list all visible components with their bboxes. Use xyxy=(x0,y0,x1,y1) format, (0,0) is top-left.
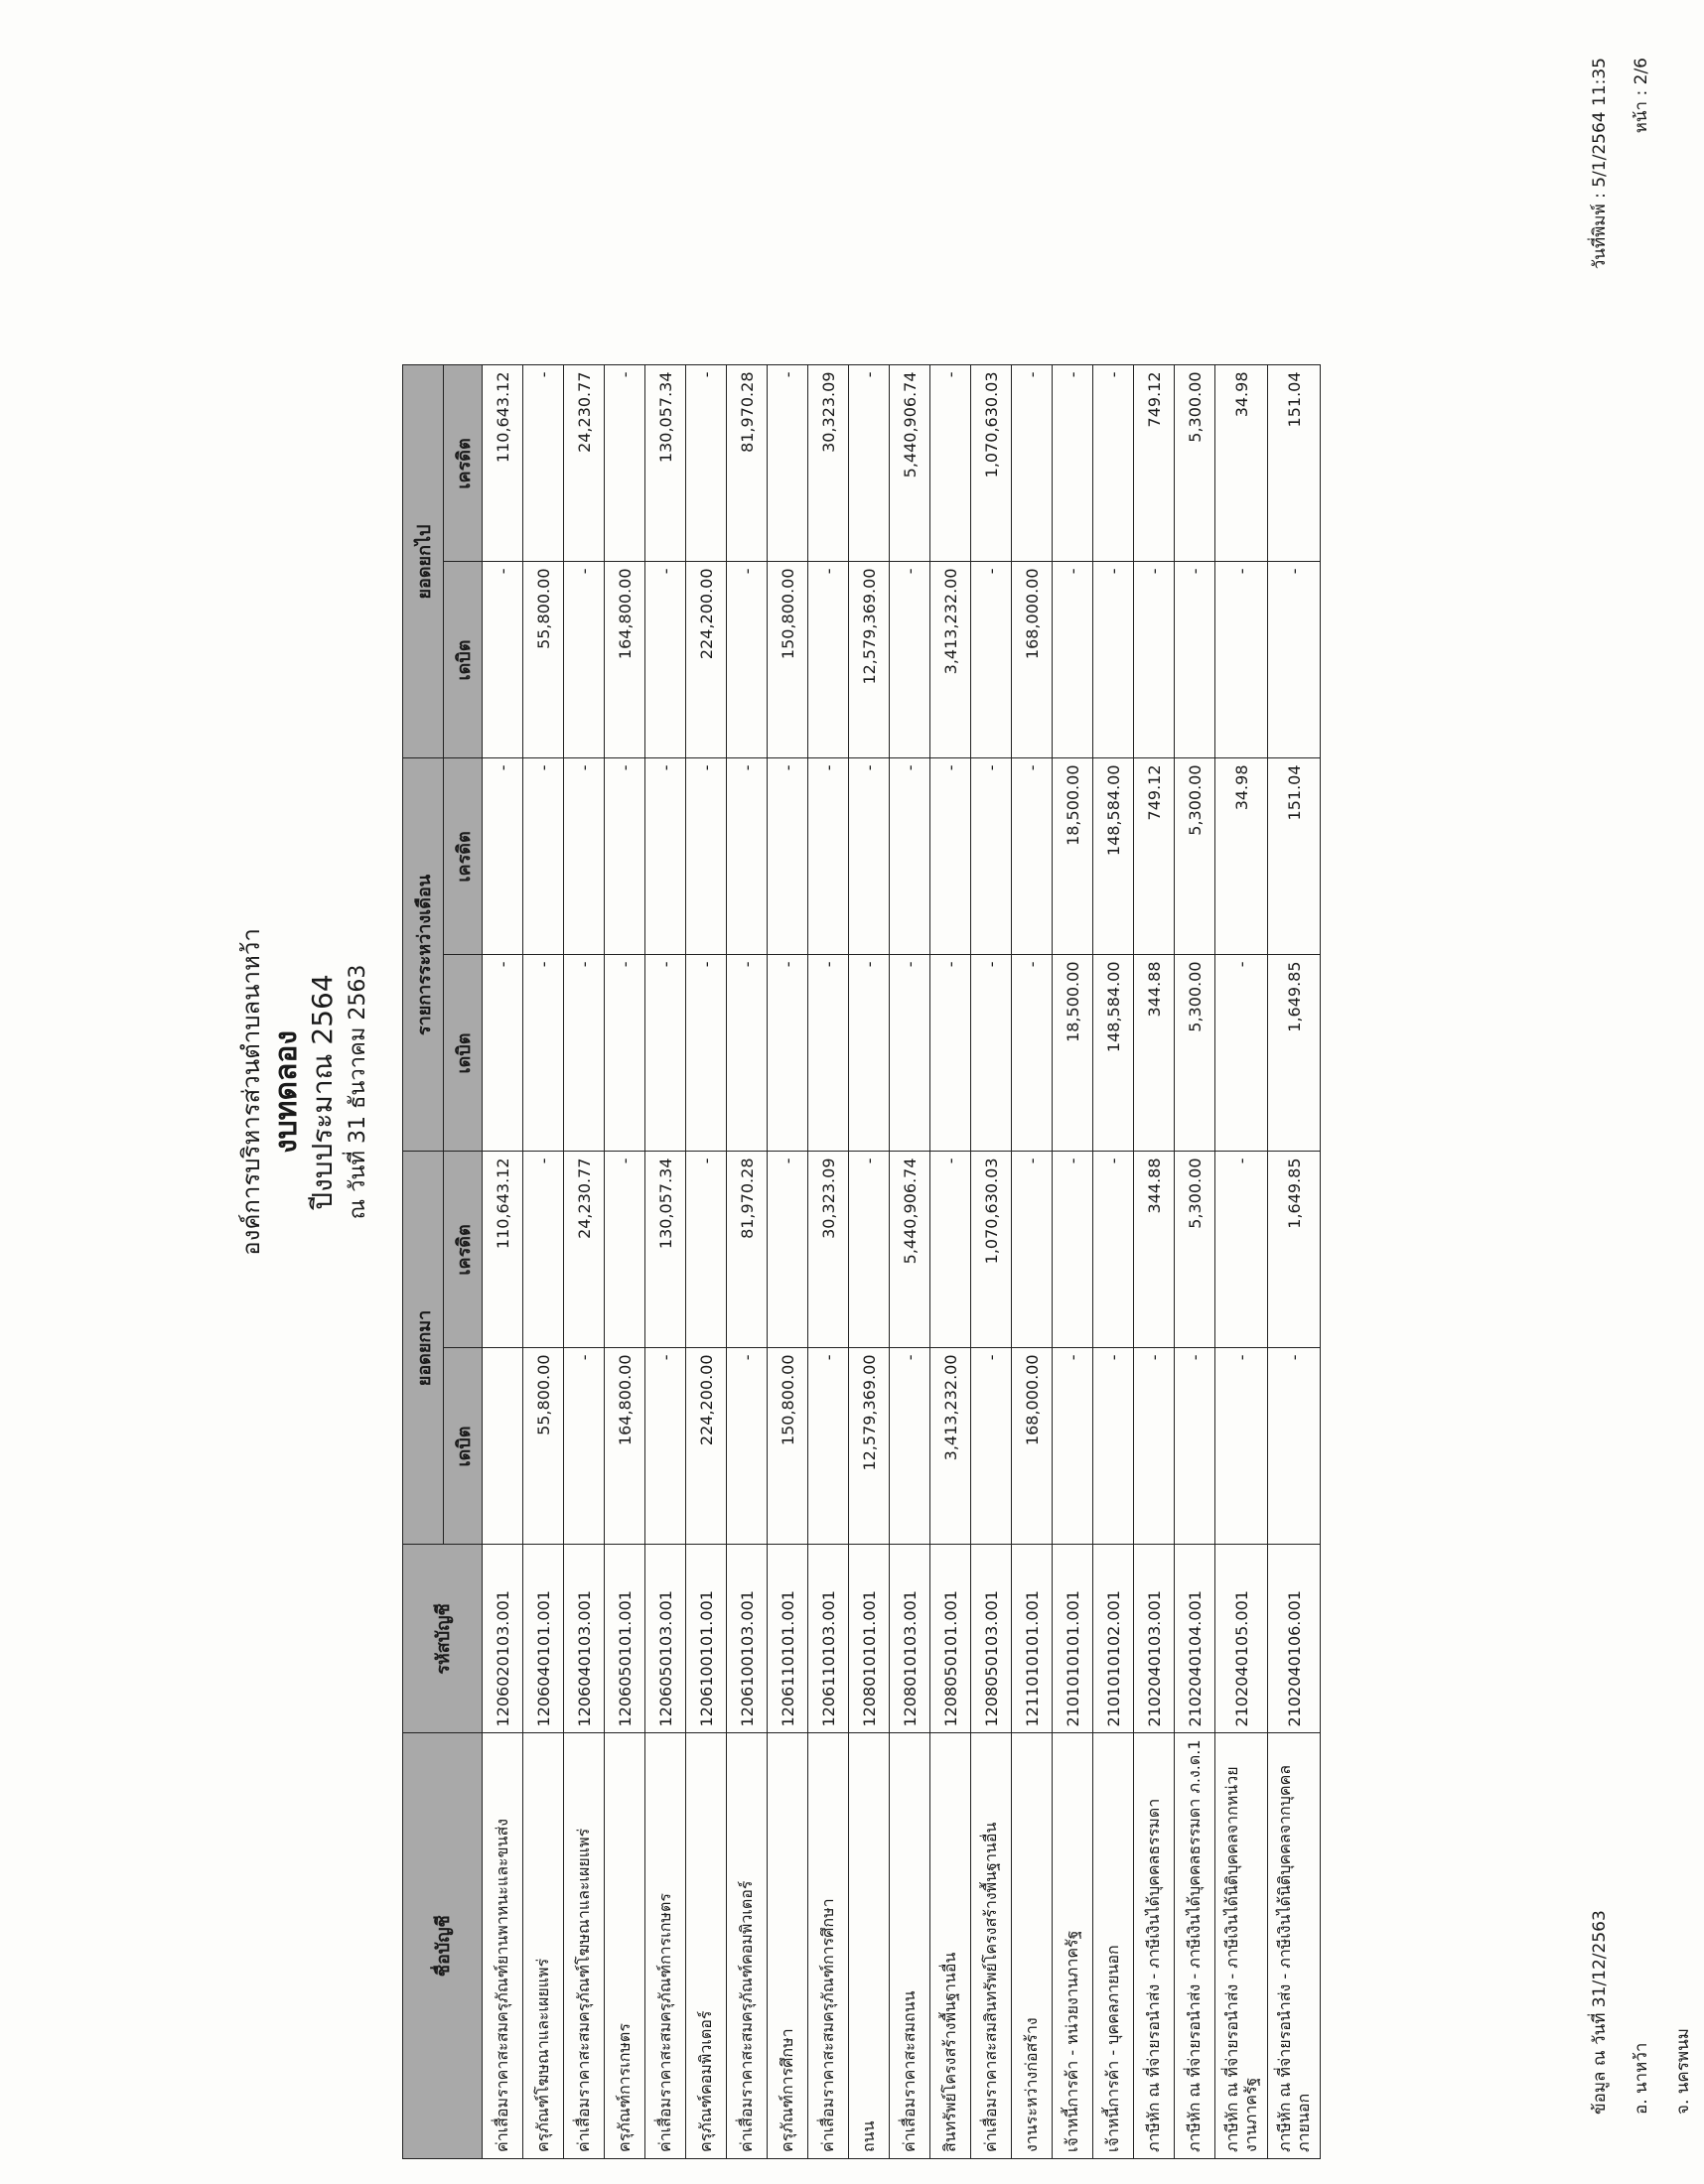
opening-credit-cell: - xyxy=(605,1152,645,1348)
opening-debit-cell xyxy=(483,1348,523,1545)
opening-credit-cell: - xyxy=(849,1152,890,1348)
account-name-cell: ครุภัณฑ์การเกษตร xyxy=(605,1733,645,2159)
carried-debit-cell: - xyxy=(645,562,686,758)
opening-credit-cell: 30,323.09 xyxy=(808,1152,849,1348)
period-debit-cell: 344.88 xyxy=(1134,955,1175,1152)
account-name-cell: ภาษีหัก ณ ที่จ่ายรอนำส่ง - ภาษีเงินได้บุคคลธรรมดา ภ.ง.ด.1 xyxy=(1175,1733,1215,2159)
period-debit-cell: - xyxy=(768,955,808,1152)
period-credit-cell: - xyxy=(849,758,890,955)
period-debit-cell: 5,300.00 xyxy=(1175,955,1215,1152)
opening-debit-cell: - xyxy=(564,1348,605,1545)
header-debit: เดบิต xyxy=(444,1348,483,1545)
account-code-cell: 1206110101.001 xyxy=(768,1545,808,1733)
print-date: วันที่พิมพ์ : 5/1/2564 11:35 xyxy=(1590,58,1610,270)
period-debit-cell: - xyxy=(645,955,686,1152)
account-code-cell: 1208050101.001 xyxy=(930,1545,971,1733)
carried-credit-cell: - xyxy=(930,365,971,562)
period-credit-cell: 5,300.00 xyxy=(1175,758,1215,955)
fiscal-year: ปีงบประมาณ 2564 xyxy=(306,974,339,1210)
header-account-code: รหัสบัญชี xyxy=(403,1545,483,1733)
table-row xyxy=(727,365,768,2159)
carried-credit-cell: 30,323.09 xyxy=(808,365,849,562)
account-code-cell: 2102040105.001 xyxy=(1215,1545,1268,1733)
carried-credit-cell: 34.98 xyxy=(1215,365,1268,562)
account-name-cell: ค่าเสื่อมราคาสะสมครุภัณฑ์คอมพิวเตอร์ xyxy=(727,1733,768,2159)
period-credit-cell: - xyxy=(727,758,768,955)
opening-debit-cell: - xyxy=(1268,1348,1321,1545)
opening-debit-cell: 55,800.00 xyxy=(523,1348,564,1545)
period-credit-cell: 34.98 xyxy=(1215,758,1268,955)
opening-credit-cell: 5,440,906.74 xyxy=(890,1152,930,1348)
opening-debit-cell: - xyxy=(645,1348,686,1545)
opening-debit-cell: 168,000.00 xyxy=(1012,1348,1053,1545)
account-name-cell: ครุภัณฑ์คอมพิวเตอร์ xyxy=(686,1733,727,2159)
carried-credit-cell: 151.04 xyxy=(1268,365,1321,562)
table-row xyxy=(849,365,890,2159)
period-credit-cell: 148,584.00 xyxy=(1093,758,1134,955)
page-number: หน้า : 2/6 xyxy=(1632,58,1651,134)
carried-credit-cell: - xyxy=(686,365,727,562)
account-name-cell: ถนน xyxy=(849,1733,890,2159)
carried-debit-cell: - xyxy=(483,562,523,758)
opening-debit-cell: - xyxy=(1093,1348,1134,1545)
table-row xyxy=(564,365,605,2159)
period-credit-cell: 749.12 xyxy=(1134,758,1175,955)
account-name-cell: ค่าเสื่อมราคาสะสมครุภัณฑ์โฆษณาและเผยแพร่ xyxy=(564,1733,605,2159)
header-credit: เครดิต xyxy=(444,758,483,955)
carried-credit-cell: 130,057.34 xyxy=(645,365,686,562)
header-account-name: ชื่อบัญชี xyxy=(403,1733,483,2159)
carried-debit-cell: - xyxy=(1134,562,1175,758)
period-credit-cell: - xyxy=(564,758,605,955)
report-meta-left xyxy=(1579,1910,1704,2115)
carried-debit-cell: 168,000.00 xyxy=(1012,562,1053,758)
period-debit-cell: 148,584.00 xyxy=(1093,955,1134,1152)
carried-debit-cell: 55,800.00 xyxy=(523,562,564,758)
period-debit-cell: - xyxy=(523,955,564,1152)
opening-credit-cell: 110,643.12 xyxy=(483,1152,523,1348)
organization-name: องค์การบริหารส่วนตำบลนาหว้า xyxy=(237,928,265,1256)
carried-credit-cell: 1,070,630.03 xyxy=(971,365,1012,562)
district-label: อ. นาหว้า xyxy=(1632,2042,1651,2115)
account-code-cell: 2102040104.001 xyxy=(1175,1545,1215,1733)
period-credit-cell: - xyxy=(1012,758,1053,955)
account-name-cell: ภาษีหัก ณ ที่จ่ายรอนำส่ง - ภาษีเงินได้นิติบุคคลจากหน่วยงานภาครัฐ xyxy=(1215,1733,1268,2159)
carried-debit-cell: 164,800.00 xyxy=(605,562,645,758)
account-name-cell: เจ้าหนี้การค้า - หน่วยงานภาครัฐ xyxy=(1053,1733,1093,2159)
table-row xyxy=(1093,365,1134,2159)
account-code-cell: 1206020103.001 xyxy=(483,1545,523,1733)
table-row xyxy=(930,365,971,2159)
trial-balance-table xyxy=(402,364,1321,2159)
carried-credit-cell: - xyxy=(1053,365,1093,562)
account-code-cell: 1208010103.001 xyxy=(890,1545,930,1733)
period-debit-cell: - xyxy=(1012,955,1053,1152)
opening-debit-cell: 3,413,232.00 xyxy=(930,1348,971,1545)
opening-debit-cell: - xyxy=(1175,1348,1215,1545)
carried-debit-cell: - xyxy=(1093,562,1134,758)
period-debit-cell: - xyxy=(808,955,849,1152)
opening-credit-cell: - xyxy=(1053,1152,1093,1348)
table-row xyxy=(890,365,930,2159)
table-row xyxy=(483,365,523,2159)
opening-credit-cell: 1,070,630.03 xyxy=(971,1152,1012,1348)
opening-debit-cell: 164,800.00 xyxy=(605,1348,645,1545)
account-name-cell: งานระหว่างก่อสร้าง xyxy=(1012,1733,1053,2159)
period-credit-cell: - xyxy=(768,758,808,955)
table-row xyxy=(1215,365,1268,2159)
account-name-cell: ภาษีหัก ณ ที่จ่ายรอนำส่ง - ภาษีเงินได้นิติบุคคลจากบุคคลภายนอก xyxy=(1268,1733,1321,2159)
opening-credit-cell: - xyxy=(1093,1152,1134,1348)
period-credit-cell: - xyxy=(645,758,686,955)
opening-credit-cell: - xyxy=(523,1152,564,1348)
carried-credit-cell: 81,970.28 xyxy=(727,365,768,562)
period-credit-cell: - xyxy=(930,758,971,955)
carried-credit-cell: 749.12 xyxy=(1134,365,1175,562)
carried-debit-cell: - xyxy=(971,562,1012,758)
period-debit-cell: - xyxy=(971,955,1012,1152)
opening-debit-cell: 150,800.00 xyxy=(768,1348,808,1545)
header-carried-forward: ยอดยกไป xyxy=(403,365,444,758)
carried-credit-cell: 24,230.77 xyxy=(564,365,605,562)
account-name-cell: ค่าเสื่อมราคาสะสมครุภัณฑ์การเกษตร xyxy=(645,1733,686,2159)
opening-credit-cell: - xyxy=(930,1152,971,1348)
header-debit: เดบิต xyxy=(444,562,483,758)
carried-debit-cell: - xyxy=(727,562,768,758)
header-period-transactions: รายการระหว่างเดือน xyxy=(403,758,444,1152)
period-debit-cell: - xyxy=(686,955,727,1152)
period-credit-cell: - xyxy=(523,758,564,955)
carried-debit-cell: - xyxy=(1175,562,1215,758)
opening-debit-cell: - xyxy=(1134,1348,1175,1545)
period-credit-cell: - xyxy=(686,758,727,955)
table-row xyxy=(971,365,1012,2159)
account-name-cell: ครุภัณฑ์การศึกษา xyxy=(768,1733,808,2159)
opening-debit-cell: - xyxy=(1215,1348,1268,1545)
carried-credit-cell: - xyxy=(523,365,564,562)
opening-credit-cell: 81,970.28 xyxy=(727,1152,768,1348)
carried-credit-cell: - xyxy=(768,365,808,562)
carried-debit-cell: - xyxy=(1215,562,1268,758)
account-code-cell: 1208010101.001 xyxy=(849,1545,890,1733)
account-code-cell: 1206050101.001 xyxy=(605,1545,645,1733)
opening-debit-cell: - xyxy=(890,1348,930,1545)
carried-credit-cell: 110,643.12 xyxy=(483,365,523,562)
opening-credit-cell: - xyxy=(1012,1152,1053,1348)
carried-debit-cell: 150,800.00 xyxy=(768,562,808,758)
header-opening-balance: ยอดยกมา xyxy=(403,1152,444,1545)
opening-debit-cell: - xyxy=(727,1348,768,1545)
report-header xyxy=(233,0,376,2184)
carried-debit-cell: - xyxy=(1268,562,1321,758)
period-credit-cell: - xyxy=(971,758,1012,955)
opening-credit-cell: - xyxy=(768,1152,808,1348)
account-name-cell: เจ้าหนี้การค้า - บุคคลภายนอก xyxy=(1093,1733,1134,2159)
carried-debit-cell: - xyxy=(564,562,605,758)
carried-credit-cell: - xyxy=(1093,365,1134,562)
carried-credit-cell: - xyxy=(605,365,645,562)
opening-debit-cell: - xyxy=(971,1348,1012,1545)
account-name-cell: ครุภัณฑ์โฆษณาและเผยแพร่ xyxy=(523,1733,564,2159)
period-debit-cell: 1,649.85 xyxy=(1268,955,1321,1152)
report-meta-right xyxy=(1579,58,1662,269)
table-row xyxy=(768,365,808,2159)
opening-debit-cell: - xyxy=(1053,1348,1093,1545)
document-title: งบทดลอง xyxy=(269,1030,304,1154)
account-code-cell: 2102040106.001 xyxy=(1268,1545,1321,1733)
account-code-cell: 2101010101.001 xyxy=(1053,1545,1093,1733)
period-debit-cell: - xyxy=(930,955,971,1152)
carried-credit-cell: 5,300.00 xyxy=(1175,365,1215,562)
table-row xyxy=(523,365,564,2159)
account-code-cell: 1206050103.001 xyxy=(645,1545,686,1733)
account-name-cell: สินทรัพย์โครงสร้างพื้นฐานอื่น xyxy=(930,1733,971,2159)
header-credit: เครดิต xyxy=(444,1152,483,1348)
table-body xyxy=(483,365,1321,2159)
opening-credit-cell: 344.88 xyxy=(1134,1152,1175,1348)
period-credit-cell: 151.04 xyxy=(1268,758,1321,955)
table-row xyxy=(808,365,849,2159)
table-row xyxy=(1134,365,1175,2159)
account-name-cell: ภาษีหัก ณ ที่จ่ายรอนำส่ง - ภาษีเงินได้บุคคลธรรมดา xyxy=(1134,1733,1175,2159)
opening-credit-cell: 130,057.34 xyxy=(645,1152,686,1348)
carried-debit-cell: - xyxy=(1053,562,1093,758)
opening-debit-cell: 12,579,369.00 xyxy=(849,1348,890,1545)
table-row xyxy=(605,365,645,2159)
opening-credit-cell: - xyxy=(686,1152,727,1348)
as-of-date: ณ วันที่ 31 ธันวาคม 2563 xyxy=(346,964,370,1220)
carried-debit-cell: 224,200.00 xyxy=(686,562,727,758)
table-row xyxy=(1268,365,1321,2159)
carried-debit-cell: - xyxy=(890,562,930,758)
table-row xyxy=(645,365,686,2159)
carried-debit-cell: - xyxy=(808,562,849,758)
period-credit-cell: - xyxy=(890,758,930,955)
table-row xyxy=(686,365,727,2159)
account-code-cell: 2102040103.001 xyxy=(1134,1545,1175,1733)
account-code-cell: 1206040101.001 xyxy=(523,1545,564,1733)
table-row xyxy=(1053,365,1093,2159)
period-debit-cell: - xyxy=(890,955,930,1152)
opening-debit-cell: 224,200.00 xyxy=(686,1348,727,1545)
period-debit-cell: - xyxy=(564,955,605,1152)
account-code-cell: 1211010101.001 xyxy=(1012,1545,1053,1733)
account-name-cell: ค่าเสื่อมราคาสะสมสินทรัพย์โครงสร้างพื้นฐานอื่น xyxy=(971,1733,1012,2159)
account-code-cell: 1206110103.001 xyxy=(808,1545,849,1733)
carried-credit-cell: 5,440,906.74 xyxy=(890,365,930,562)
period-debit-cell: - xyxy=(1215,955,1268,1152)
carried-debit-cell: 12,579,369.00 xyxy=(849,562,890,758)
carried-debit-cell: 3,413,232.00 xyxy=(930,562,971,758)
account-name-cell: ค่าเสื่อมราคาสะสมครุภัณฑ์การศึกษา xyxy=(808,1733,849,2159)
opening-credit-cell: - xyxy=(1215,1152,1268,1348)
opening-credit-cell: 5,300.00 xyxy=(1175,1152,1215,1348)
carried-credit-cell: - xyxy=(1012,365,1053,562)
period-debit-cell: 18,500.00 xyxy=(1053,955,1093,1152)
account-code-cell: 1208050103.001 xyxy=(971,1545,1012,1733)
header-credit: เครดิต xyxy=(444,365,483,562)
carried-credit-cell: - xyxy=(849,365,890,562)
opening-debit-cell: - xyxy=(808,1348,849,1545)
period-credit-cell: - xyxy=(483,758,523,955)
account-code-cell: 1206100103.001 xyxy=(727,1545,768,1733)
table-row xyxy=(1012,365,1053,2159)
opening-credit-cell: 24,230.77 xyxy=(564,1152,605,1348)
period-credit-cell: - xyxy=(808,758,849,955)
account-name-cell: ค่าเสื่อมราคาสะสมครุภัณฑ์ยานพาหนะและขนส่ง xyxy=(483,1733,523,2159)
province-label: จ. นครพนม xyxy=(1673,2028,1693,2115)
account-code-cell: 2101010102.001 xyxy=(1093,1545,1134,1733)
account-name-cell: ค่าเสื่อมราคาสะสมถนน xyxy=(890,1733,930,2159)
account-code-cell: 1206040103.001 xyxy=(564,1545,605,1733)
opening-credit-cell: 1,649.85 xyxy=(1268,1152,1321,1348)
period-credit-cell: - xyxy=(605,758,645,955)
period-debit-cell: - xyxy=(605,955,645,1152)
period-credit-cell: 18,500.00 xyxy=(1053,758,1093,955)
data-date: ข้อมูล ณ วันที่ 31/12/2563 xyxy=(1590,1910,1610,2115)
period-debit-cell: - xyxy=(849,955,890,1152)
period-debit-cell: - xyxy=(727,955,768,1152)
period-debit-cell: - xyxy=(483,955,523,1152)
table-row xyxy=(1175,365,1215,2159)
account-code-cell: 1206100101.001 xyxy=(686,1545,727,1733)
header-debit: เดบิต xyxy=(444,955,483,1152)
